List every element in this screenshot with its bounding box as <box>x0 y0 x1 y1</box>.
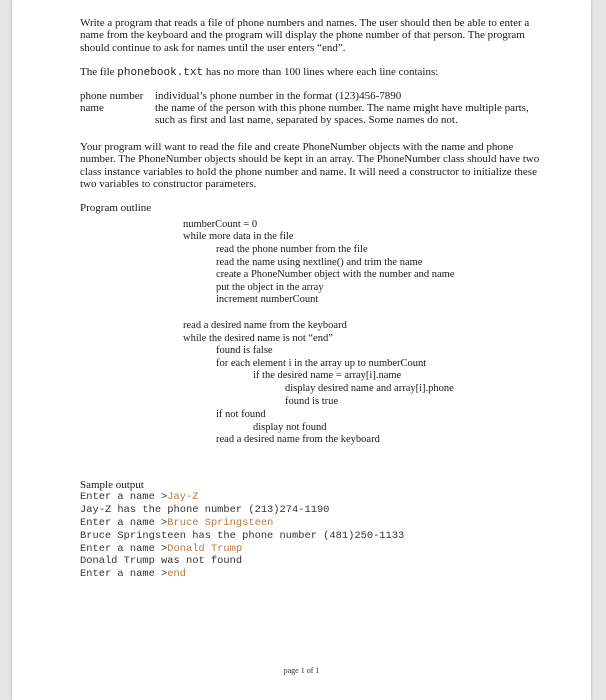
sample-line: Enter a name >end <box>80 568 187 581</box>
user-input: Donald Trump <box>167 542 243 555</box>
program-outline <box>80 219 540 447</box>
outline-line: create a PhoneNumber object with the number and name <box>216 269 455 281</box>
sample-line: Enter a name >Bruce Springsteen <box>80 516 274 529</box>
outline-line: read the name using nextline() and trim the name <box>216 256 423 268</box>
outline-line: read a desired name from the keyboard <box>216 434 380 446</box>
sample-line: Jay-Z has the phone number (213)274-1190 <box>80 504 330 517</box>
sample-output <box>80 491 540 581</box>
sample-line: Donald Trump was not found <box>80 555 243 568</box>
user-input: Jay-Z <box>167 491 199 504</box>
document-page <box>12 0 591 700</box>
outline-line: while more data in the file <box>183 231 294 243</box>
user-input: Bruce Springsteen <box>167 516 274 529</box>
user-input: end <box>167 568 187 581</box>
definition-row <box>80 90 540 102</box>
definition-term: name <box>80 102 104 115</box>
definition-term: phone number <box>80 89 144 102</box>
outline-line: display desired name and array[i].phone <box>285 383 454 394</box>
outline-line: found is true <box>285 395 339 407</box>
intro-paragraph: Write a program that reads a file of phone numbers and names. The user should then be able to enter a name from the keyboard and the program will display the phone number of that person. The program should continue to ask for names until the user enters “end”. <box>80 17 530 54</box>
definition-row <box>80 102 540 127</box>
objects-paragraph: Your program will want to read the file and create PhoneNumber objects with the name and phone number. The PhoneNumber objects should be kept in an array. The PhoneNumber class should have two class instance variables to hold the phone number and name. It will need a constructor to initialize these two variables to constructor parameters. <box>80 140 540 191</box>
outline-line: if not found <box>216 409 266 421</box>
sample-line: Enter a name >Jay-Z <box>80 491 199 504</box>
outline-title: Program outline <box>80 202 152 215</box>
sample-line: Bruce Springsteen has the phone number (481)250-1133 <box>80 529 405 542</box>
file-description <box>80 66 540 79</box>
outline-line: while the desired name is not “end” <box>183 332 333 344</box>
outline-line: for each element i in the array up to numberCount <box>216 357 427 369</box>
outline-line: read a desired name from the keyboard <box>183 320 347 332</box>
page-content <box>80 17 540 581</box>
outline-line: increment numberCount <box>216 294 319 306</box>
sample-line: Enter a name >Donald Trump <box>80 542 243 555</box>
file-desc-before: The file <box>80 66 118 79</box>
definition-list <box>80 90 540 127</box>
outline-line: found is false <box>216 345 273 357</box>
page-number: page 1 of 1 <box>283 666 320 675</box>
definition-desc: individual’s phone number in the format (123)456-7890 <box>155 89 402 102</box>
file-desc-after: has no more than 100 lines where each line contains: <box>203 66 439 79</box>
outline-line: display not found <box>253 421 327 433</box>
outline-line: numberCount = 0 <box>183 218 258 230</box>
outline-line: if the desired name = array[i].name <box>253 370 402 382</box>
filename: phonebook.txt <box>117 67 204 80</box>
sample-output-title: Sample output <box>80 478 144 491</box>
definition-desc: the name of the person with this phone number. The name might have multiple parts, such as first and last name, separated by spaces. Some names do not. <box>155 102 529 127</box>
outline-line: put the object in the array <box>216 281 324 293</box>
outline-line: read the phone number from the file <box>216 244 368 256</box>
